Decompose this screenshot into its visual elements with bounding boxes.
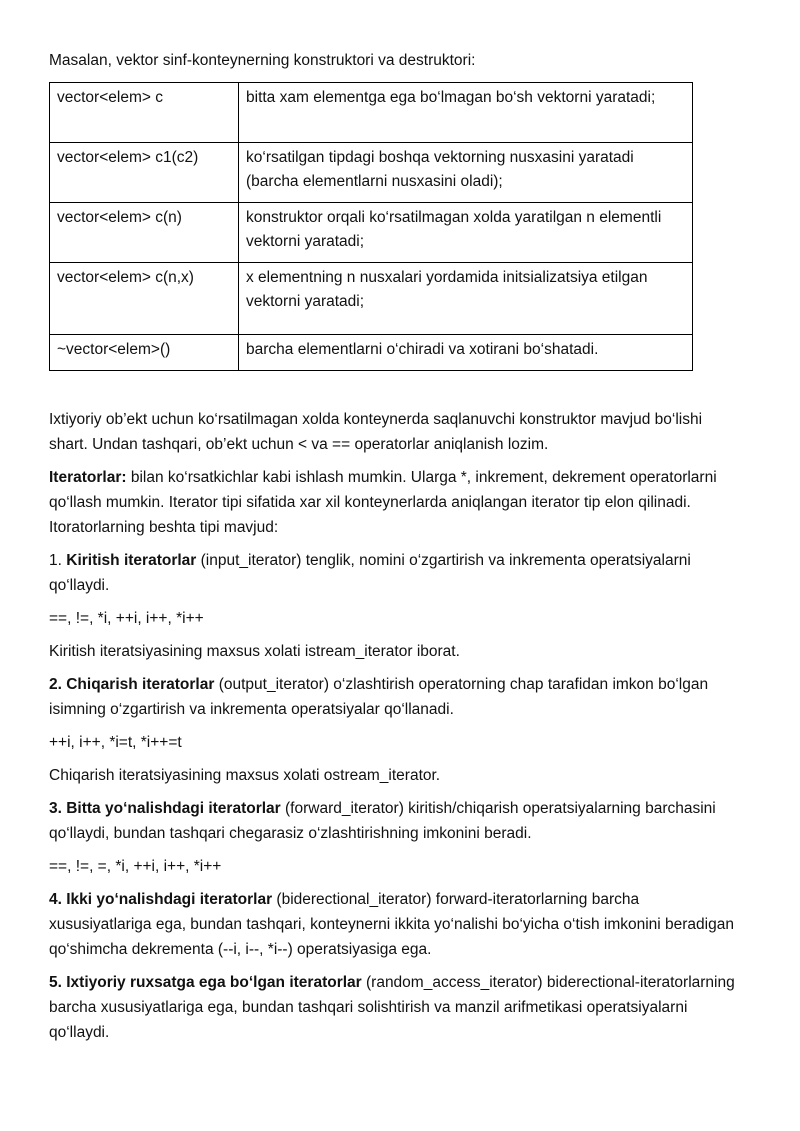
table-cell-description: ko‘rsatilgan tipdagi boshqa vektorning nusxasini yaratadi (barcha elementlarni nusxasini oladi);: [239, 143, 693, 203]
item-4-paragraph: [49, 887, 739, 962]
item-2-operators: ++i, i++, *i=t, *i++=t: [49, 734, 182, 751]
table-row: [50, 203, 693, 263]
item-1-text: (input_iterator) tenglik, nomini o‘zgartirish va inkrementa operatsiyalarni qo‘llaydi.: [49, 552, 691, 594]
item-1-title: Kiritish iteratorlar: [66, 552, 197, 569]
intro-text: Masalan, vektor sinf-konteynerning konstruktori va destruktori:: [49, 52, 476, 69]
item-3-operators: ==, !=, =, *i, ++i, i++, *i++: [49, 858, 222, 875]
table-cell-code: vector<elem> c(n): [50, 203, 239, 263]
item-1-paragraph: [49, 548, 739, 598]
item-1-separator: .: [57, 552, 67, 569]
constructor-table: [49, 82, 693, 371]
table-cell-code: vector<elem> c1(c2): [50, 143, 239, 203]
iterators-paragraph: [49, 465, 739, 540]
item-1-operators: ==, !=, *i, ++i, i++, *i++: [49, 610, 204, 627]
item-4-title: 4. Ikki yo‘nalishdagi iteratorlar: [49, 891, 273, 908]
table-row: [50, 263, 693, 335]
table-cell-code: ~vector<elem>(): [50, 335, 239, 371]
table-cell-description: bitta xam elementga ega bo‘lmagan bo‘sh vektorni yaratadi;: [239, 83, 693, 143]
table-cell-description: konstruktor orqali ko‘rsatilmagan xolda yaratilgan n elementli vektorni yaratadi;: [239, 203, 693, 263]
table-cell-code: vector<elem> c: [50, 83, 239, 143]
item-5-paragraph: [49, 970, 739, 1045]
item-1-note: Kiritish iteratsiyasining maxsus xolati istream_iterator iborat.: [49, 643, 460, 660]
item-2-text: (output_iterator) o‘zlashtirish operatorning chap tarafidan imkon bo‘lgan isimning o‘zgartirish va inkrementa operatsiyalar qo‘llanadi.: [49, 676, 709, 718]
item-2-title: 2. Chiqarish iteratorlar: [49, 676, 215, 693]
table-row: [50, 335, 693, 371]
item-4-text: (biderectional_iterator) forward-iteratorlarning barcha xususiyatlariga ega, bundan tashqari, konteynerni ikkita yo‘nalishi bo‘yicha o‘tish imkonini beradigan qo‘shimcha dekrementa (--i, i--, *i--) operatsiyasiga ega.: [49, 891, 734, 958]
object-requirement-paragraph: Ixtiyoriy ob’ekt uchun ko‘rsatilmagan xolda konteynerda saqlanuvchi konstruktor mavjud bo‘lishi shart. Undan tashqari, ob’ekt uchun < va == operatorlar aniqlanish lozim.: [49, 411, 703, 453]
iterators-text: bilan ko‘rsatkichlar kabi ishlash mumkin. Ularga *, inkrement, dekrement operatorlarni qo‘llash mumkin. Iterator tipi sifatida xar xil konteynerlarda aniqlangan iterator tip elon qilinadi. Itoratorlarning beshta tipi mavjud:: [49, 469, 717, 536]
table-cell-description: barcha elementlarni o‘chiradi va xotirani bo‘shatadi.: [239, 335, 693, 371]
item-3-paragraph: [49, 796, 739, 846]
table-cell-description: x elementning n nusxalari yordamida initsializatsiya etilgan vektorni yaratadi;: [239, 263, 693, 335]
item-5-title: 5. Ixtiyoriy ruxsatga ega bo‘lgan iteratorlar: [49, 974, 362, 991]
item-3-title: 3. Bitta yo‘nalishdagi iteratorlar: [49, 800, 281, 817]
table-row: [50, 83, 693, 143]
item-2-paragraph: [49, 672, 739, 722]
item-3-text: (forward_iterator) kiritish/chiqarish operatsiyalarning barchasini qo‘llaydi, bundan tashqari chegarasiz o‘zlashtirishning imkonini beradi.: [49, 800, 716, 842]
document-page: [49, 50, 739, 1045]
table-row: [50, 143, 693, 203]
item-2-note: Chiqarish iteratsiyasining maxsus xolati ostream_iterator.: [49, 767, 441, 784]
item-1-number: 1: [49, 552, 58, 569]
item-5-text: (random_access_iterator) biderectional-iteratorlarning barcha xususiyatlariga ega, bundan tashqari solishtirish va manzil arifmetikasi operatsiyalarni qo‘llaydi.: [49, 974, 735, 1041]
table-cell-code: vector<elem> c(n,x): [50, 263, 239, 335]
iterators-label: Iteratorlar:: [49, 469, 127, 486]
